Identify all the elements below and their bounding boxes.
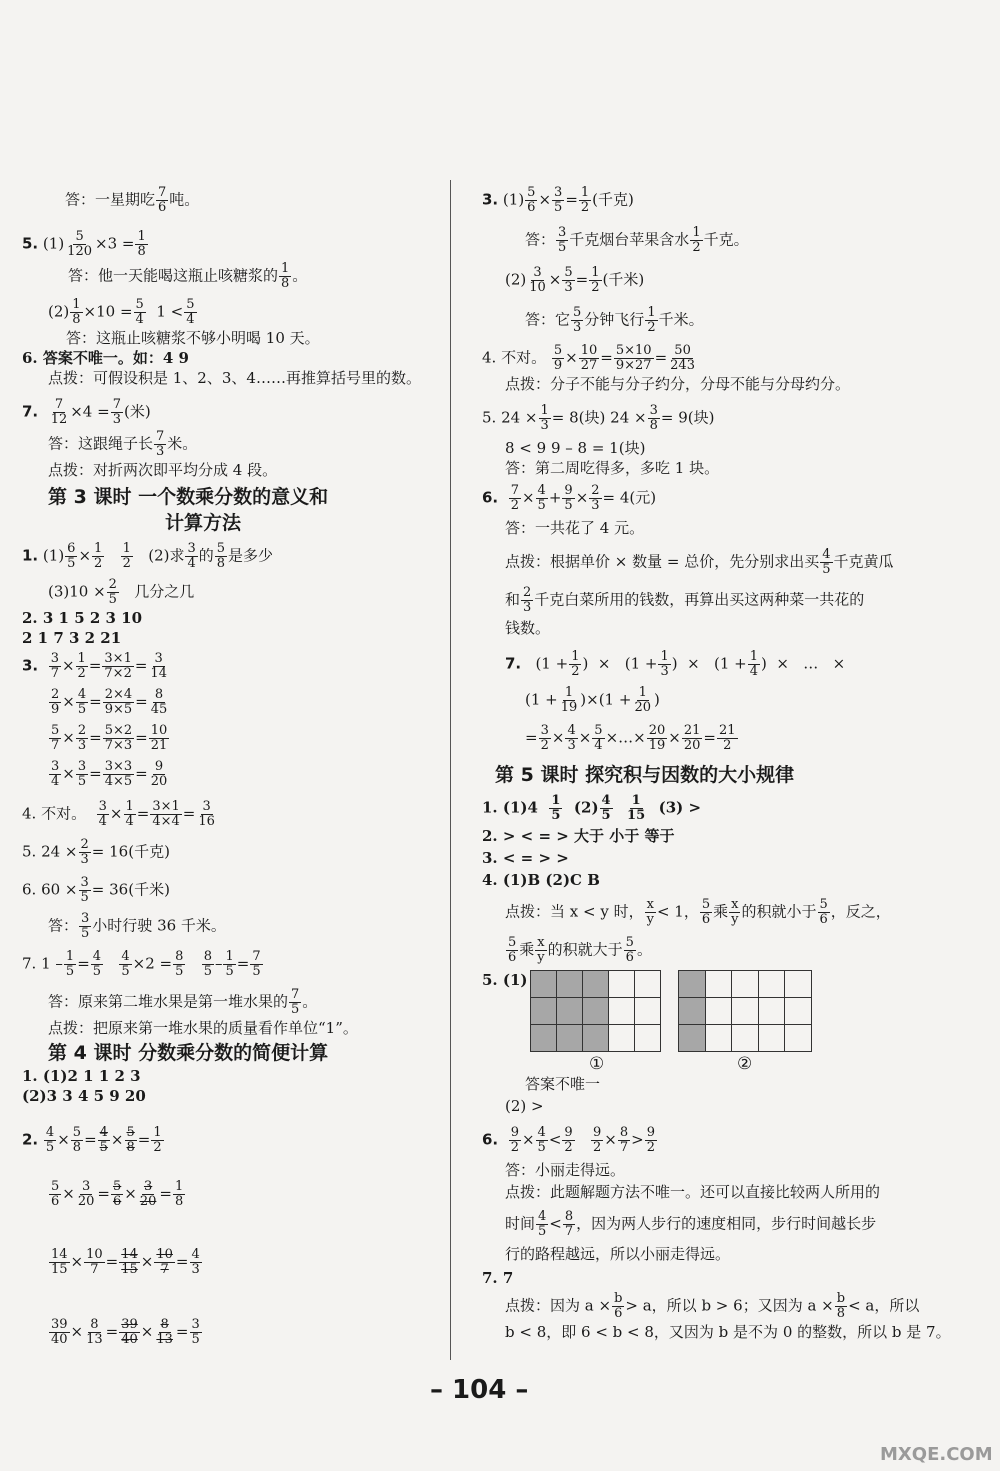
grid-cell bbox=[635, 971, 661, 998]
r-q6-tip: 点拨：根据单价 × 数量 = 总价，先分别求出买 $\frac{4}{5}$ 千克黄瓜 bbox=[505, 547, 894, 577]
grid-cell bbox=[785, 998, 812, 1025]
grid-cell bbox=[609, 1025, 635, 1052]
s4-q2-row4: $\frac{39}{40}$ × $\frac{8}{13}$ = $\frac{39}{40}$ × $\frac{8}{13}$ = $\frac{3}{5}$ bbox=[51, 1317, 200, 1347]
grid-cell bbox=[557, 1025, 583, 1052]
s3-q3-row1: 3. $\frac{3}{7}$ × $\frac{1}{2}$ = $\frac{3\times 1}{7\times 2}$ = $\frac{3}{14}$ bbox=[22, 651, 167, 681]
watermark: MXQE.COM bbox=[880, 1444, 993, 1465]
page-number: – 104 – bbox=[430, 1375, 529, 1405]
r-q5: 5. 24 × $\frac{1}{3}$ = 8(块) 24 × $\frac{3}{8}$ = 9(块) bbox=[482, 403, 715, 433]
grid-cell bbox=[759, 1025, 786, 1052]
s3-q6-answer: 答： $\frac{3}{5}$ 小时行驶 36 千米。 bbox=[48, 911, 226, 941]
grid-cell bbox=[583, 998, 609, 1025]
s5-q5-answer: 答案不唯一 bbox=[525, 1075, 601, 1093]
section3-title-2: 计算方法 bbox=[165, 512, 242, 534]
q6-line: 6. 答案不唯一。如：4 9 bbox=[22, 349, 189, 367]
grid-cell bbox=[732, 998, 759, 1025]
grid-cell bbox=[732, 1025, 759, 1052]
q5-answer: 答：他一天能喝这瓶止咳糖浆的 $\frac{1}{8}$ 。 bbox=[68, 261, 308, 291]
s5-q7: 7. 7 bbox=[482, 1269, 514, 1287]
r-q3-answer2: 答：它 $\frac{5}{3}$ 分钟飞行 $\frac{1}{2}$ 千米。 bbox=[525, 305, 704, 335]
s5-q4: 4. (1)B (2)C B bbox=[482, 871, 600, 889]
s3-q4: 4. 不对。 $\frac{3}{4}$ × $\frac{1}{4}$ = $\frac{3\times 1}{4\times 4}$ = $\frac{3}{16}$ bbox=[22, 799, 215, 829]
s5-q2: 2. > < = > 大于 小于 等于 bbox=[482, 827, 675, 845]
r-q6-tip2: 和 $\frac{2}{3}$ 千克白菜所用的钱数，再算出买这两种菜一共花的 bbox=[505, 585, 865, 615]
r-q6-answer: 答：一共花了 4 元。 bbox=[505, 519, 645, 537]
r-q6-tip3: 钱数。 bbox=[505, 619, 551, 637]
s3-q2-row2: 2 1 7 3 2 21 bbox=[22, 629, 122, 647]
section3-title: 第 3 课时 一个数乘分数的意义和 bbox=[48, 486, 329, 508]
q6-tip: 点拨：可假设积是 1、2、3、4……再推算括号里的数。 bbox=[48, 369, 421, 387]
q7-line: 7. $\frac{7}{12}$ ×4 = $\frac{7}{3}$ (米) bbox=[22, 397, 151, 427]
section4-title: 第 4 课时 分数乘分数的简便计算 bbox=[48, 1042, 329, 1064]
r-q3-part2: (2) $\frac{3}{10}$ × $\frac{5}{3}$ = $\frac{1}{2}$ (千米) bbox=[505, 265, 645, 295]
s5-q4-tip2: $\frac{5}{6}$ 乘 $\frac{x}{y}$ 的积就大于 $\frac{5}{6}$ 。 bbox=[508, 935, 652, 965]
r-q7-row3: = $\frac{3}{2}$ × $\frac{4}{3}$ × $\frac{5}{4}$ ×…× $\frac{20}{19}$ × $\frac{21}{20}$ = $\frac{21}{2}$ bbox=[525, 723, 736, 753]
grid-cell bbox=[785, 971, 812, 998]
s5-q5-part2: (2) > bbox=[505, 1097, 544, 1115]
s4-q2-row2: $\frac{5}{6}$ × $\frac{3}{20}$ = $\frac{5}{6}$ × $\frac{3}{20}$ = $\frac{1}{8}$ bbox=[51, 1179, 184, 1209]
r-q7-row2: (1 + $\frac{1}{19}$ )×(1 + $\frac{1}{20}$ ) bbox=[525, 685, 660, 715]
r-q5-answer: 答：第二周吃得多，多吃 1 块。 bbox=[505, 459, 720, 477]
grid-cell bbox=[759, 998, 786, 1025]
grid-cell bbox=[706, 971, 733, 998]
fraction-grid-1 bbox=[530, 970, 661, 1052]
s5-q6-tip2: 时间 $\frac{4}{5}$ < $\frac{8}{7}$ ，因为两人步行的速度相同，步行时间越长步 bbox=[505, 1209, 877, 1239]
s3-q1-part3: (3)10 × $\frac{2}{5}$ 几分之几 bbox=[48, 577, 195, 607]
grid-cell bbox=[531, 998, 557, 1025]
r-q7-row1: 7. (1 + $\frac{1}{2}$ ) × (1 + $\frac{1}{3}$ ) × (1 + $\frac{1}{4}$ ) × … × bbox=[505, 649, 846, 679]
s3-q7: 7. 1 – $\frac{1}{5}$ = $\frac{4}{5}$ $\frac{4}{5}$ ×2 = $\frac{8}{5}$ $\frac{8}{5}$ – $\frac{1}{5}$ = $\frac{7}{5}$ bbox=[22, 949, 261, 979]
s5-q7-tip: 点拨：因为 a × $\frac{b}{6}$ > a，所以 b > 6；又因为 a × $\frac{b}{8}$ < a，所以 bbox=[505, 1291, 920, 1321]
grid-cell bbox=[679, 971, 706, 998]
grid-cell bbox=[706, 1025, 733, 1052]
grid-cell bbox=[706, 998, 733, 1025]
grid-cell bbox=[785, 1025, 812, 1052]
grid-cell bbox=[679, 1025, 706, 1052]
grid-cell bbox=[759, 971, 786, 998]
q5-line: 5. (1) $\frac{5}{120}$ ×3 = $\frac{1}{8}$ bbox=[22, 229, 146, 259]
grid-cell bbox=[635, 998, 661, 1025]
s5-q6-answer: 答：小丽走得远。 bbox=[505, 1161, 626, 1179]
s5-q6: 6. $\frac{9}{2}$ × $\frac{4}{5}$ < $\frac{9}{2}$ $\frac{9}{2}$ × $\frac{8}{7}$ > $\frac{9}{2}$ bbox=[482, 1125, 655, 1155]
s3-q3-row3: $\frac{5}{7}$ × $\frac{2}{3}$ = $\frac{5\times 2}{7\times 3}$ = $\frac{10}{21}$ bbox=[51, 723, 168, 753]
s5-q4-tip: 点拨：当 x < y 时， $\frac{x}{y}$ < 1， $\frac{5}{6}$ 乘 $\frac{x}{y}$ 的积就小于 $\frac{5}{6}$ ，反之， bbox=[505, 897, 891, 927]
q5-answer2: 答：这瓶止咳糖浆不够小明喝 10 天。 bbox=[66, 329, 320, 347]
grid2-label: ② bbox=[737, 1054, 753, 1074]
s4-q1-row2: (2)3 3 4 5 9 20 bbox=[22, 1087, 146, 1105]
grid1-label: ① bbox=[589, 1054, 605, 1074]
s5-q6-tip3: 行的路程越远，所以小丽走得远。 bbox=[505, 1245, 731, 1263]
r-q4: 4. 不对。 $\frac{5}{9}$ × $\frac{10}{27}$ = $\frac{5\times 10}{9\times 27}$ = $\frac{50}{243}$ bbox=[482, 343, 695, 373]
r-q5-line2: 8 < 9 9 – 8 = 1(块) bbox=[505, 439, 646, 457]
s5-q3: 3. < = > > bbox=[482, 849, 569, 867]
s3-q1: 1. (1) $\frac{6}{5}$ × $\frac{1}{2}$ $\frac{1}{2}$ (2)求 $\frac{3}{4}$ 的 $\frac{5}{8}$ 是多少 bbox=[22, 541, 274, 571]
grid-cell bbox=[531, 1025, 557, 1052]
s3-q2: 2. 3 1 5 2 3 10 bbox=[22, 609, 143, 627]
answer-line: 答：一星期吃 $\frac{7}{6}$ 吨。 bbox=[65, 185, 200, 215]
grid-cell bbox=[557, 998, 583, 1025]
grid-cell bbox=[679, 998, 706, 1025]
s3-q7-tip: 点拨：把原来第一堆水果的质量看作单位“1”。 bbox=[48, 1019, 358, 1037]
q7-tip: 点拨：对折两次即平均分成 4 段。 bbox=[48, 461, 278, 479]
s4-q2-row1: 2. $\frac{4}{5}$ × $\frac{5}{8}$ = $\frac{4}{5}$ × $\frac{5}{8}$ = $\frac{1}{2}$ bbox=[22, 1125, 162, 1155]
s5-q1: 1. (1)4 $\frac{1}{5}$ (2) $\frac{4}{5}$ $\frac{1}{15}$ (3) > bbox=[482, 793, 702, 823]
section5-title: 第 5 课时 探究积与因数的大小规律 bbox=[495, 764, 795, 786]
r-q3: 3. (1) $\frac{5}{6}$ × $\frac{3}{5}$ = $\frac{1}{2}$ (千克) bbox=[482, 185, 634, 215]
s3-q5: 5. 24 × $\frac{2}{3}$ = 16(千克) bbox=[22, 837, 170, 867]
s4-q1: 1. (1)2 1 1 2 3 bbox=[22, 1067, 141, 1085]
fraction-grid-2 bbox=[678, 970, 812, 1052]
grid-cell bbox=[732, 971, 759, 998]
q7-answer: 答：这跟绳子长 $\frac{7}{3}$ 米。 bbox=[48, 429, 198, 459]
s3-q3-row2: $\frac{2}{9}$ × $\frac{4}{5}$ = $\frac{2\times 4}{9\times 5}$ = $\frac{8}{45}$ bbox=[51, 687, 168, 717]
s3-q6: 6. 60 × $\frac{3}{5}$ = 36(千米) bbox=[22, 875, 170, 905]
r-q6: 6. $\frac{7}{2}$ × $\frac{4}{5}$ + $\frac{9}{5}$ × $\frac{2}{3}$ = 4(元) bbox=[482, 483, 657, 513]
s5-q6-tip: 点拨：此题解题方法不唯一。还可以直接比较两人所用的 bbox=[505, 1183, 881, 1201]
r-q4-tip: 点拨：分子不能与分子约分，分母不能与分母约分。 bbox=[505, 375, 851, 393]
grid-cell bbox=[609, 998, 635, 1025]
grid-cell bbox=[609, 971, 635, 998]
r-q3-answer: 答： $\frac{3}{5}$ 千克烟台苹果含水 $\frac{1}{2}$ 千克。 bbox=[525, 225, 749, 255]
grid-cell bbox=[635, 1025, 661, 1052]
grid-cell bbox=[531, 971, 557, 998]
s3-q3-row4: $\frac{3}{4}$ × $\frac{3}{5}$ = $\frac{3\times 3}{4\times 5}$ = $\frac{9}{20}$ bbox=[51, 759, 168, 789]
grid-cell bbox=[583, 971, 609, 998]
s4-q2-row3: $\frac{14}{15}$ × $\frac{10}{7}$ = $\frac{14}{15}$ × $\frac{10}{7}$ = $\frac{4}{3}$ bbox=[51, 1247, 200, 1277]
column-divider bbox=[450, 180, 451, 1360]
grid-cell bbox=[583, 1025, 609, 1052]
s5-q7-tip2: b < 8，即 6 < b < 8，又因为 b 是不为 0 的整数，所以 b 是 7。 bbox=[505, 1323, 951, 1341]
s3-q7-answer: 答：原来第二堆水果是第一堆水果的 $\frac{7}{5}$ 。 bbox=[48, 987, 318, 1017]
grid-cell bbox=[557, 971, 583, 998]
q5-part2: (2) $\frac{1}{8}$ ×10 = $\frac{5}{4}$ 1 < $\frac{5}{4}$ bbox=[48, 297, 195, 327]
s5-q5: 5. (1) bbox=[482, 971, 528, 989]
